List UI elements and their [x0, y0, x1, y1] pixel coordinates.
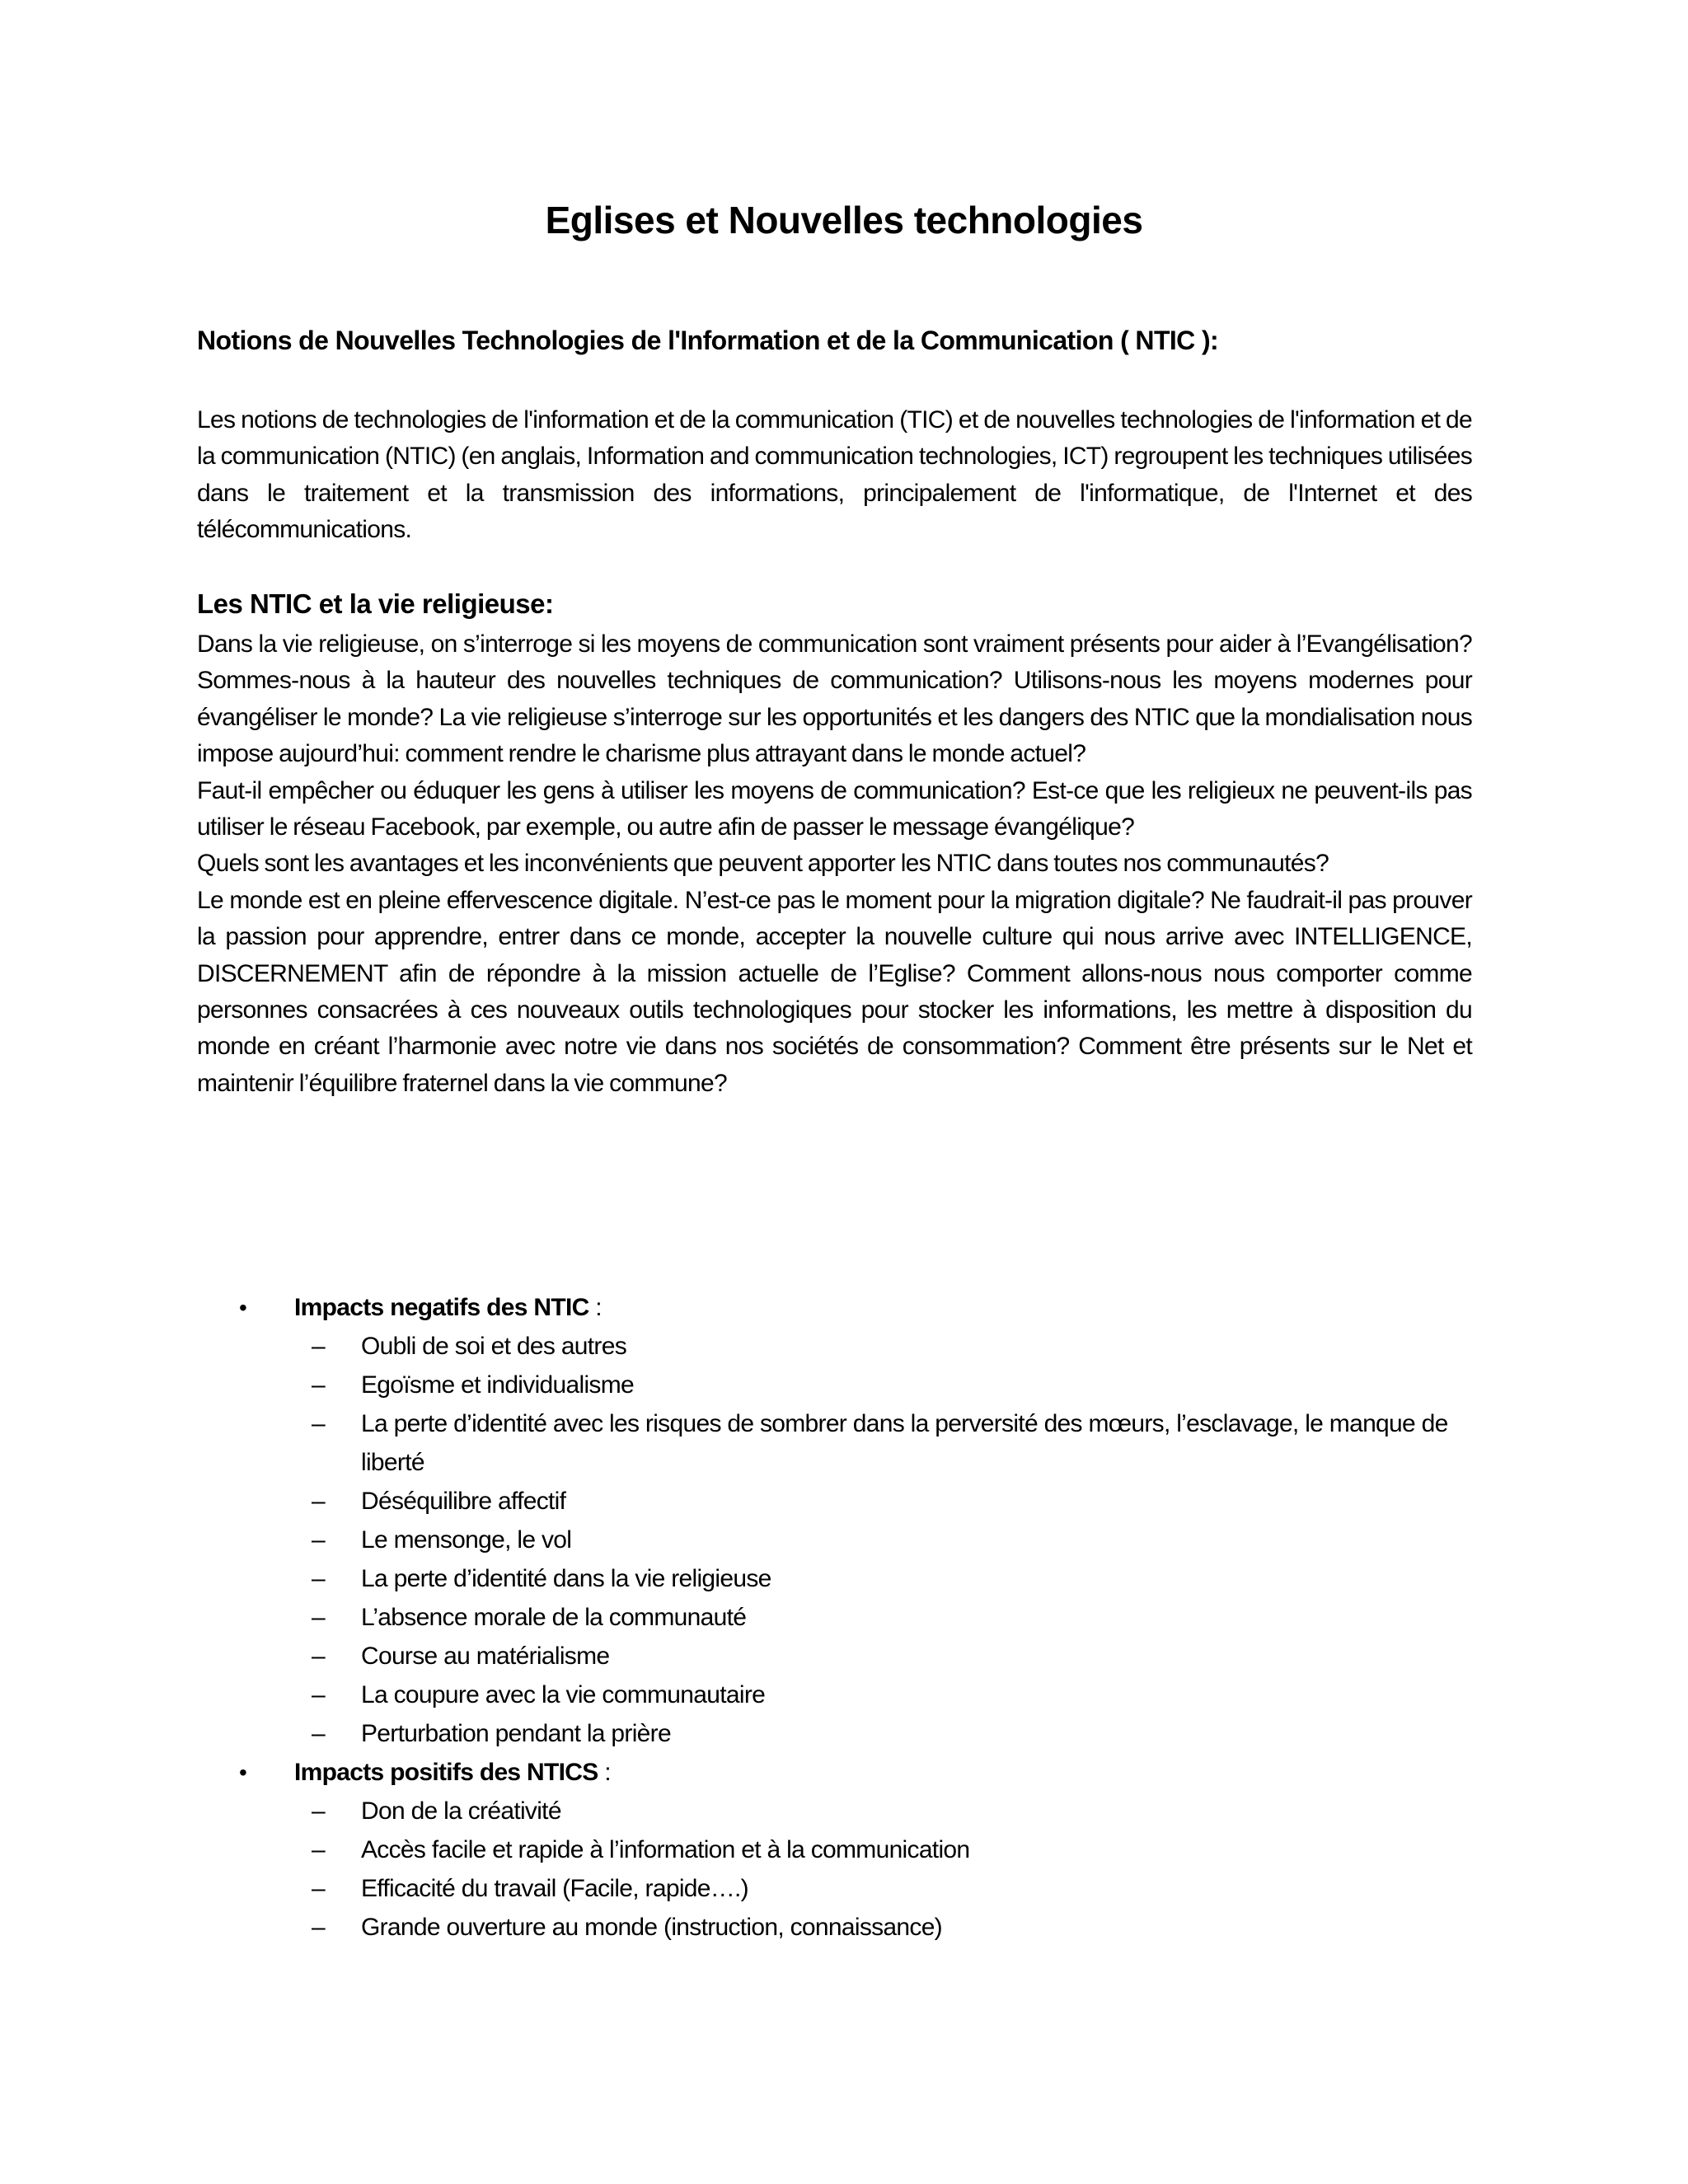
list-heading-suffix: : [598, 1758, 611, 1786]
dash-icon: – [312, 1488, 325, 1515]
bullet-icon: • [239, 1294, 247, 1320]
section-heading-vie-religieuse: Les NTIC et la vie religieuse: [197, 588, 554, 619]
list-heading-bold: Impacts negatifs des NTIC [294, 1293, 589, 1321]
dash-icon: – [312, 1333, 325, 1360]
list-item-text: Don de la créativité [361, 1797, 561, 1825]
list-item-text: Déséquilibre affectif [361, 1488, 566, 1515]
list-item-text: La perte d’identité dans la vie religieuse [361, 1565, 771, 1592]
list-item-text: Perturbation pendant la prière [361, 1720, 671, 1747]
list-item-text: Course au matérialisme [361, 1643, 610, 1670]
paragraph: Quels sont les avantages et les inconvénients que peuvent apporter les NTIC dans toutes nos communautés? [197, 850, 1329, 878]
impacts-lists [239, 1288, 1475, 1947]
dash-icon: – [312, 1836, 325, 1863]
paragraph: Faut-il empêcher ou éduquer les gens à utiliser les moyens de communication? Est-ce que les religieux ne peuvent-ils pas utiliser le réseau Facebook, par exemple, ou autre afin de passer le message évangélique? [197, 776, 1472, 841]
section-heading-notions: Notions de Nouvelles Technologies de l'Information et de la Communication ( NTIC ): [197, 326, 1219, 355]
dash-icon: – [312, 1410, 325, 1437]
list-item [312, 1327, 1475, 1366]
paragraph: Dans la vie religieuse, on s’interroge si les moyens de communication sont vraiment présents pour aider à l’Evangélisation? Sommes-nous à la hauteur des nouvelles techniques de communication? Utilisons-nous les moyens modernes pour évangéliser le monde? La vie religieuse s’interroge sur les opportunités et les dangers des NTIC que la mondialisation nous impose aujourd’hui: comment rendre le charisme plus attrayant dans le monde actuel? [197, 630, 1472, 768]
list-item-text: Oubli de soi et des autres [361, 1333, 626, 1360]
list-item-text: Efficacité du travail (Facile, rapide….) [361, 1875, 748, 1902]
list-heading-suffix: : [588, 1293, 602, 1321]
dash-icon: – [312, 1720, 325, 1747]
document-title: Eglises et Nouvelles technologies [545, 199, 1143, 241]
list-item [312, 1521, 1475, 1559]
paragraph: Le monde est en pleine effervescence digitale. N’est-ce pas le moment pour la migration digitale? Ne faudrait-il pas prouver la passion pour apprendre, entrer dans ce monde, accepter la nouvelle culture qui nous arrive avec INTELLIGENCE, DISCERNEMENT afin de répondre à la mission actuelle de l’Eglise? Comment allons-nous nous comporter comme personnes consacrées à ces nouveaux outils technologiques pour stocker les informations, les mettre à disposition du monde en créant l’harmonie avec notre vie dans nos sociétés de consommation? Comment être présents sur le Net et maintenir l’équilibre fraternel dans la vie commune? [197, 886, 1472, 1097]
list-heading-label [294, 1759, 611, 1787]
dash-icon: – [312, 1371, 325, 1399]
list-item-text: Le mensonge, le vol [361, 1526, 572, 1554]
list-item [312, 1792, 1475, 1830]
list-item [312, 1637, 1475, 1675]
list-item-text: Egoïsme et individualisme [361, 1371, 635, 1399]
dash-icon: – [312, 1565, 325, 1592]
paragraph-notions [197, 402, 1472, 549]
negatifs-list [239, 1327, 1475, 1753]
dash-icon: – [312, 1681, 325, 1708]
list-item-text: La coupure avec la vie communautaire [361, 1681, 766, 1708]
list-item [312, 1908, 1475, 1947]
list-item [312, 1830, 1475, 1869]
list-item [312, 1366, 1475, 1404]
bullet-icon: • [239, 1759, 247, 1785]
paragraph-text: Les notions de technologies de l'information et de la communication (TIC) et de nouvelles technologies de l'information et de la communication (NTIC) (en anglais, Information and communication technologies, ICT) regroupent les techniques utilisées dans le traitement et la transmission des informations, principalement de l'informatique, de l'Internet et des télécommunications. [197, 406, 1472, 544]
dash-icon: – [312, 1604, 325, 1631]
list-item [312, 1869, 1475, 1908]
list-item [312, 1714, 1475, 1753]
list-heading-label [294, 1294, 602, 1322]
list-item-text: L’absence morale de la communauté [361, 1604, 747, 1631]
list-item [312, 1559, 1475, 1598]
dash-icon: – [312, 1914, 325, 1941]
dash-icon: – [312, 1526, 325, 1554]
section-body-vie-religieuse [197, 626, 1472, 1102]
list-heading-negatifs [239, 1288, 1475, 1327]
list-item [312, 1598, 1475, 1637]
dash-icon: – [312, 1643, 325, 1670]
dash-icon: – [312, 1875, 325, 1902]
positifs-list [239, 1792, 1475, 1947]
list-item-text: La perte d’identité avec les risques de sombrer dans la perversité des mœurs, l’esclavage, le manque de liberté [361, 1410, 1448, 1476]
list-item-text: Grande ouverture au monde (instruction, connaissance) [361, 1914, 942, 1941]
dash-icon: – [312, 1797, 325, 1825]
list-heading-positifs [239, 1753, 1475, 1792]
list-item [312, 1482, 1475, 1521]
list-item-text: Accès facile et rapide à l’information et à la communication [361, 1836, 970, 1863]
list-item [312, 1404, 1475, 1482]
list-item [312, 1675, 1475, 1714]
list-heading-bold: Impacts positifs des NTICS [294, 1758, 598, 1786]
